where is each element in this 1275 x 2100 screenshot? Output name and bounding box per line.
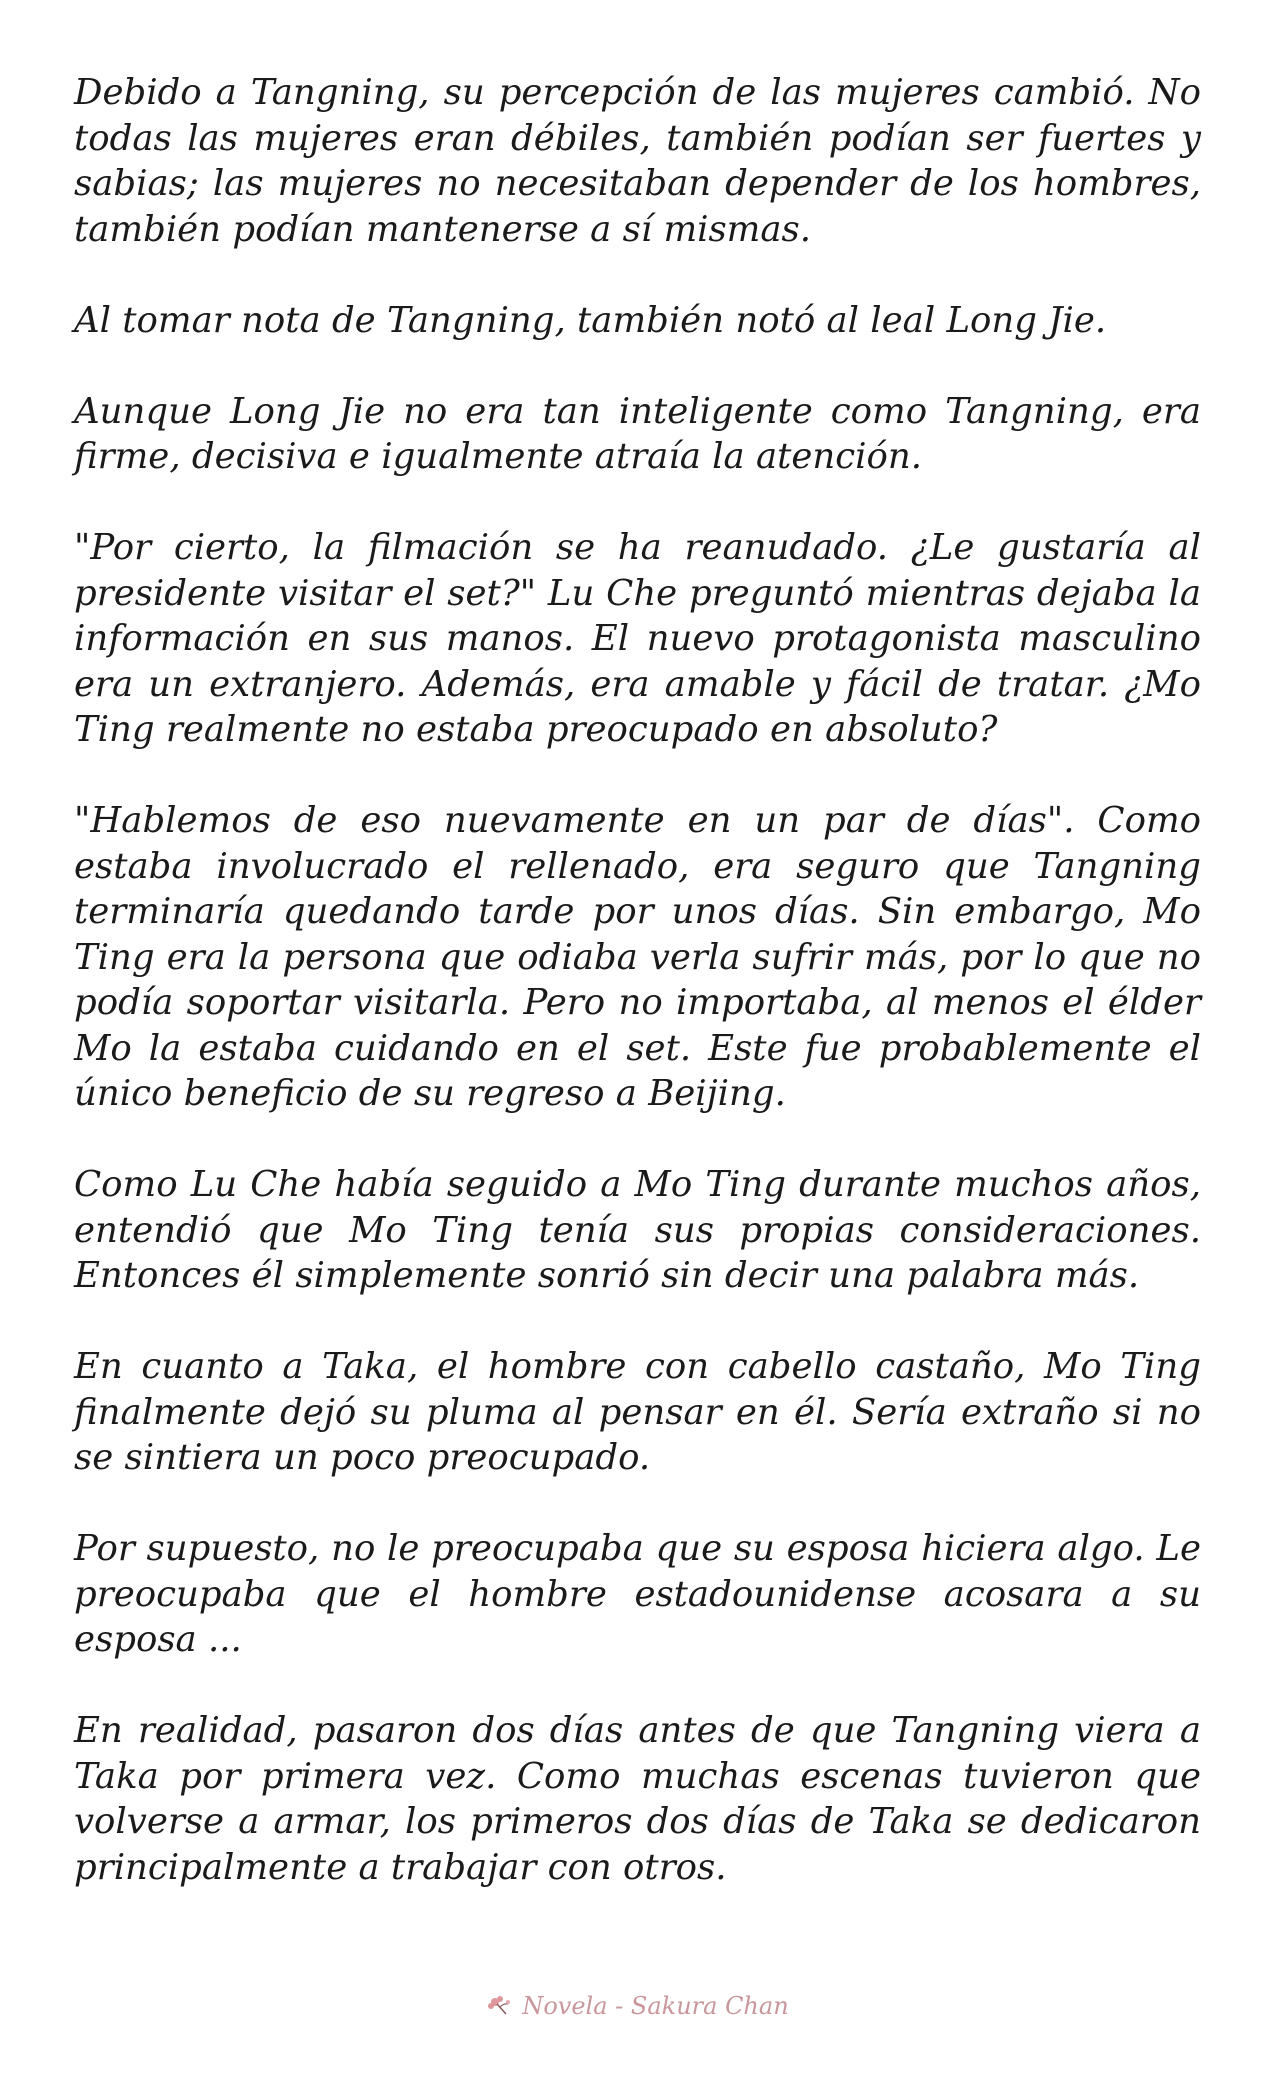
paragraph-7: En cuanto a Taka, el hombre con cabello castaño, Mo Ting finalmente dejó su pluma al pensar en él. Sería extraño si no se sintiera un poco preocupado. <box>74 1346 1201 1478</box>
paragraph-9: En realidad, pasaron dos días antes de que Tangning viera a Taka por primera vez. Como muchas escenas tuvieron que volverse a armar, los primeros dos días de Taka se dedicaron principalmente a trabajar con otros. <box>74 1710 1201 1888</box>
watermark-text: Novela - Sakura Chan <box>522 1992 789 2020</box>
watermark-footer <box>0 1992 1275 2020</box>
sakura-flower-icon <box>486 1993 514 2019</box>
paragraph-8: Por supuesto, no le preocupaba que su esposa hiciera algo. Le preocupaba que el hombre estadounidense acosara a su esposa ... <box>74 1528 1201 1660</box>
paragraph-6: Como Lu Che había seguido a Mo Ting durante muchos años, entendió que Mo Ting tenía sus propias consideraciones. Entonces él simplemente sonrió sin decir una palabra más. <box>74 1164 1201 1296</box>
paragraph-5: "Hablemos de eso nuevamente en un par de días". Como estaba involucrado el rellenado, era seguro que Tangning terminaría quedando tarde por unos días. Sin embargo, Mo Ting era la persona que odiaba verla sufrir más, por lo que no podía soportar visitarla. Pero no importaba, al menos el élder Mo la estaba cuidando en el set. Este fue probablemente el único beneficio de su regreso a Beijing. <box>74 800 1201 1114</box>
paragraph-4: "Por cierto, la filmación se ha reanudado. ¿Le gustaría al presidente visitar el set?" Lu Che preguntó mientras dejaba la información en sus manos. El nuevo protagonista masculino era un extranjero. Además, era amable y fácil de tratar. ¿Mo Ting realmente no estaba preocupado en absoluto? <box>74 527 1201 750</box>
paragraph-3: Aunque Long Jie no era tan inteligente como Tangning, era firme, decisiva e igualmente atraía la atención. <box>74 390 1201 477</box>
document-body <box>74 70 1201 1936</box>
paragraph-2: Al tomar nota de Tangning, también notó al leal Long Jie. <box>74 299 1107 341</box>
paragraph-1: Debido a Tangning, su percepción de las mujeres cambió. No todas las mujeres eran débiles, también podían ser fuertes y sabias; las mujeres no necesitaban depender de los hombres, también podían mantenerse a sí mismas. <box>74 72 1201 250</box>
